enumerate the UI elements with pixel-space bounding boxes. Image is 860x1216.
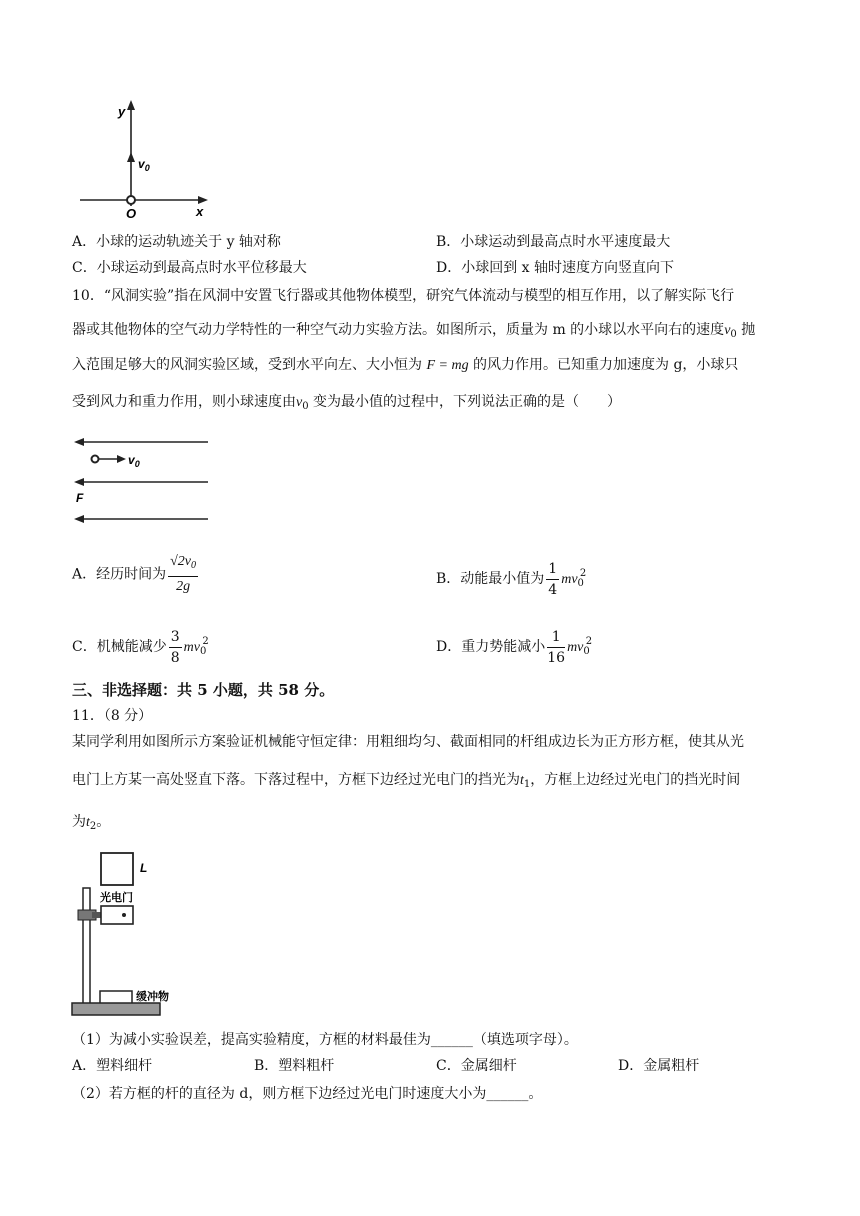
frame-side-label: L (140, 861, 148, 875)
wind-arrow-3 (74, 515, 84, 523)
base-plate (72, 1003, 160, 1015)
q10-line-1: 10．“风洞实验”指在风洞中安置飞行器或其他物体模型，研究气体流动与模型的相互作用，以了解实际飞行 (72, 288, 735, 304)
q11-figure (70, 848, 200, 1020)
buffer-label: 缓冲物 (136, 991, 169, 1003)
q11-line-1: 某同学利用如图所示方案验证机械能守恒定律：用粗细均匀、截面相同的杆组成边长为正方形方框，使其从光 (72, 734, 744, 750)
q11-part1-option-c: C．金属细杆 (436, 1058, 517, 1074)
y-axis-label: y (118, 104, 126, 119)
q9-option-a: A．小球的运动轨迹关于 y 轴对称 (72, 234, 281, 250)
wind-arrow-2 (74, 478, 84, 486)
q10-line-3: 入范围足够大的风洞实验区域，受到水平向左、大小恒为 F = mg 的风力作用。已知重力加速度为 g，小球只 (72, 357, 739, 373)
q10-option-b: B．动能最小值为 $\frac{1}{4}$ $mv_0^2$ (436, 560, 587, 598)
q10-figure (72, 432, 222, 532)
v0-arrow-head (117, 455, 126, 463)
x-axis-label: x (196, 204, 204, 219)
photogate (101, 906, 133, 924)
stand-pole (83, 888, 90, 1006)
q9-option-d: D．小球回到 x 轴时速度方向竖直向下 (436, 260, 675, 276)
v0-label: $v_0$ (138, 157, 150, 173)
q11-part1-option-d: D．金属粗杆 (618, 1058, 700, 1074)
square-frame (101, 853, 133, 885)
force-label: F (76, 491, 84, 505)
origin-label: O (126, 206, 137, 221)
q11-part2-prompt: （2）若方框的杆的直径为 d，则方框下边经过光电门时速度大小为______。 (72, 1086, 543, 1102)
section-3-heading: 三、非选择题：共 5 小题，共 58 分。 (72, 681, 335, 699)
q11-part1-option-b: B．塑料粗杆 (254, 1058, 335, 1074)
q10-option-d: D．重力势能减小 $\frac{1}{16}$ $mv_0^2$ (436, 628, 593, 666)
wind-arrow-1 (74, 438, 84, 446)
ball (127, 196, 135, 204)
x-axis-arrow (198, 196, 208, 204)
q10-option-a: A．经历时间为 $\frac{√2v_0}{2g}$ (72, 554, 197, 594)
v0-label: $v_0$ (128, 453, 140, 469)
q11-part1-option-a: A．塑料细杆 (72, 1058, 153, 1074)
q11-line-2: 电门上方某一高处竖直下落。下落过程中，方框下边经过光电门的挡光为$t_1$，方框上边经过光电门的挡光时间 (72, 772, 741, 790)
q9-figure (78, 96, 228, 222)
q10-line-4: 受到风力和重力作用，则小球速度由$v_0$ 变为最小值的过程中，下列说法正确的是（ ） (72, 394, 622, 412)
photogate-sensor (122, 913, 126, 917)
q11-number: 11．（8 分） (72, 708, 153, 724)
y-axis-arrow (127, 100, 135, 110)
q10-option-c: C．机械能减少 $\frac{3}{8}$ $mv_0^2$ (72, 628, 209, 666)
q11-line-3: 为$t_2$。 (72, 814, 111, 832)
v0-arrow (127, 152, 135, 162)
q11-part1-prompt: （1）为减小实验误差，提高实验精度，方框的材料最佳为______（填选项字母）。 (72, 1032, 578, 1048)
q9-option-b: B．小球运动到最高点时水平速度最大 (436, 234, 671, 250)
q9-option-c: C．小球运动到最高点时水平位移最大 (72, 260, 307, 276)
buffer-block (100, 991, 132, 1004)
photogate-label: 光电门 (100, 892, 133, 904)
ball (92, 456, 99, 463)
q10-line-2: 器或其他物体的空气动力学特性的一种空气动力实验方法。如图所示，质量为 m 的小球以水平向右的速度$v_0$ 抛 (72, 322, 756, 340)
